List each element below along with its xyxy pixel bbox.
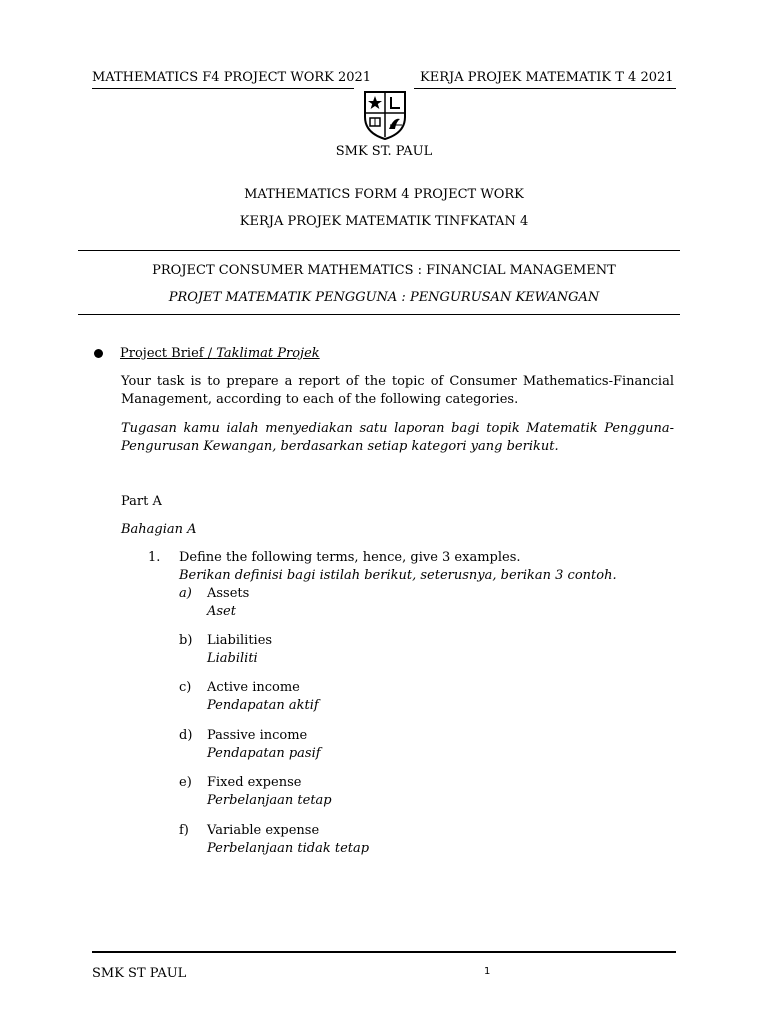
brief-paragraph-en: Your task is to prepare a report of the topic of Consumer Mathematics-Financial Management, according to each of the following categories. (121, 374, 674, 407)
brief-heading (120, 345, 320, 363)
item-label: d) (179, 728, 193, 743)
item-term-en: Liabilities (207, 633, 273, 648)
project-title-ms: PROJET MATEMATIK PENGGUNA : PENGURUSAN KEWANGAN (168, 290, 600, 305)
item-term-ms: Pendapatan pasif (207, 746, 321, 761)
header-rule-right (414, 88, 676, 89)
title-rule-top (78, 250, 680, 251)
project-title-en: PROJECT CONSUMER MATHEMATICS : FINANCIAL MANAGEMENT (152, 263, 616, 278)
item-term-ms: Perbelanjaan tidak tetap (207, 841, 370, 856)
item-term-en: Fixed expense (207, 775, 302, 790)
question-text-en: Define the following terms, hence, give 3 examples. (179, 550, 521, 565)
item-term-ms: Aset (207, 604, 236, 619)
part-label-en: Part A (121, 494, 162, 509)
header-right: KERJA PROJEK MATEMATIK T 4 2021 (420, 70, 674, 85)
item-term-ms: Perbelanjaan tetap (207, 793, 332, 808)
title-ms: KERJA PROJEK MATEMATIK TINFKATAN 4 (239, 214, 529, 229)
school-crest-icon (362, 89, 408, 141)
brief-label-ms: Taklimat Projek (216, 346, 320, 361)
brief-label-en: Project Brief / (120, 346, 213, 361)
item-term-en: Passive income (207, 728, 308, 743)
page-number: 1 (484, 966, 491, 977)
question-number: 1. (148, 550, 161, 565)
part-label-ms: Bahagian A (121, 522, 197, 537)
item-term-en: Variable expense (207, 823, 320, 838)
item-label: a) (179, 586, 192, 601)
item-label: f) (179, 823, 189, 838)
bullet-icon (94, 349, 103, 358)
item-term-en: Assets (207, 586, 250, 601)
header-left: MATHEMATICS F4 PROJECT WORK 2021 (92, 70, 372, 85)
title-en: MATHEMATICS FORM 4 PROJECT WORK (244, 187, 524, 202)
question-text-ms: Berikan definisi bagi istilah berikut, seterusnya, berikan 3 contoh. (179, 568, 617, 583)
item-label: c) (179, 680, 192, 695)
school-name: SMK ST. PAUL (335, 144, 433, 159)
item-term-ms: Pendapatan aktif (207, 698, 319, 713)
footer-school: SMK ST PAUL (92, 966, 187, 981)
item-label: e) (179, 775, 192, 790)
item-label: b) (179, 633, 193, 648)
item-term-en: Active income (207, 680, 300, 695)
footer-rule (92, 951, 676, 953)
brief-paragraph-ms: Tugasan kamu ialah menyediakan satu laporan bagi topik Matematik Pengguna-Pengurusan Kewangan, berdasarkan setiap kategori yang berikut. (121, 421, 674, 454)
item-term-ms: Liabiliti (207, 651, 258, 666)
title-rule-bottom (78, 314, 680, 315)
header-rule-left (92, 88, 354, 89)
